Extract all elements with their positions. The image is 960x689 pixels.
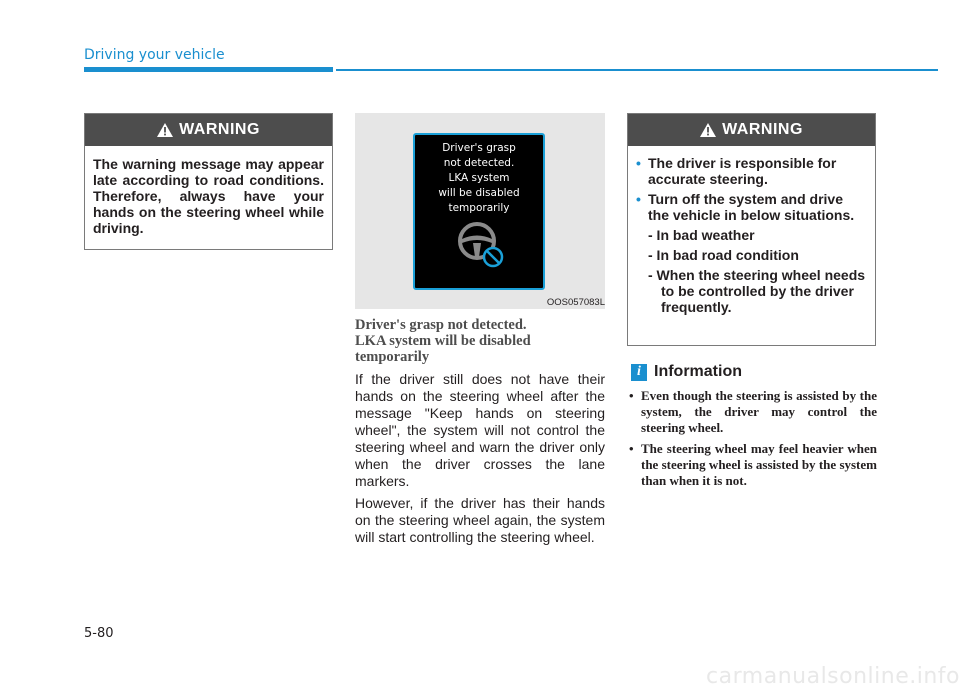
warning-text: The warning message may appear late according to road conditions. Therefore, always have your hands on the steering wheel while driving. <box>93 156 324 236</box>
watermark: carmanualsonline.info <box>706 664 960 689</box>
warning-box-left <box>84 113 333 250</box>
bullet-dot-icon: • <box>629 441 634 456</box>
cluster-message-line: LKA system <box>448 172 510 184</box>
information-list <box>629 388 877 494</box>
bullet-dot-icon: • <box>636 191 641 207</box>
warning-bullet-text: The driver is responsible for accurate steering. <box>648 155 837 187</box>
warning-header <box>85 114 332 146</box>
caption-line: temporarily <box>355 349 430 365</box>
bullet-dot-icon: • <box>636 155 641 171</box>
cluster-message <box>415 141 543 216</box>
section-rule-thick <box>84 67 333 72</box>
caption-line: LKA system will be disabled <box>355 333 531 349</box>
cluster-message-line: Driver's grasp <box>442 142 516 154</box>
warning-triangle-icon <box>700 123 716 137</box>
information-item <box>629 388 877 436</box>
cluster-message-line: temporarily <box>448 202 510 214</box>
cluster-figure <box>355 113 605 309</box>
warning-bullet-text: Turn off the system and drive the vehicle in below situations. <box>648 191 855 223</box>
warning-triangle-icon <box>157 123 173 137</box>
figure-code: OOS057083L <box>546 297 605 308</box>
information-item-text: The steering wheel may feel heavier when the steering wheel is assisted by the system than when it is not. <box>641 441 877 488</box>
bullet-dot-icon: • <box>629 388 634 403</box>
page-number: 5-80 <box>84 626 114 641</box>
body-text <box>355 371 605 551</box>
warning-sub-item: - In bad weather <box>648 227 755 243</box>
section-title: Driving your vehicle <box>84 47 225 63</box>
body-paragraph: If the driver still does not have their hands on the steering wheel after the message "Keep hands on steering wheel", the system will not control the steering wheel and warn the driver only when the driver crosses the lane markers. <box>355 371 605 489</box>
warning-sub-item: - When the steering wheel needs to be controlled by the driver frequently. <box>648 267 866 315</box>
caption-line: Driver's grasp not detected. <box>355 317 527 333</box>
warning-list <box>628 146 875 315</box>
body-paragraph: However, if the driver has their hands on the steering wheel again, the system will start controlling the steering wheel. <box>355 495 605 545</box>
steering-wheel-prohibited-icon <box>457 221 507 271</box>
information-title: Information <box>654 363 742 380</box>
information-item-text: Even though the steering is assisted by the system, the driver may control the steering wheel. <box>641 388 877 435</box>
warning-bullet <box>636 191 867 223</box>
warning-sub-item: - In bad road condition <box>648 247 799 263</box>
section-rule-thin <box>336 69 938 71</box>
information-item <box>629 441 877 489</box>
info-icon: i <box>631 364 647 381</box>
information-header <box>631 363 742 381</box>
warning-title: WARNING <box>179 121 260 138</box>
warning-bullet <box>636 155 867 187</box>
warning-box-right <box>627 113 876 346</box>
warning-title: WARNING <box>722 121 803 138</box>
warning-header <box>628 114 875 146</box>
figure-caption <box>355 317 605 365</box>
cluster-message-line: not detected. <box>443 157 515 169</box>
cluster-message-line: will be disabled <box>438 187 520 199</box>
cluster-display <box>413 133 545 290</box>
